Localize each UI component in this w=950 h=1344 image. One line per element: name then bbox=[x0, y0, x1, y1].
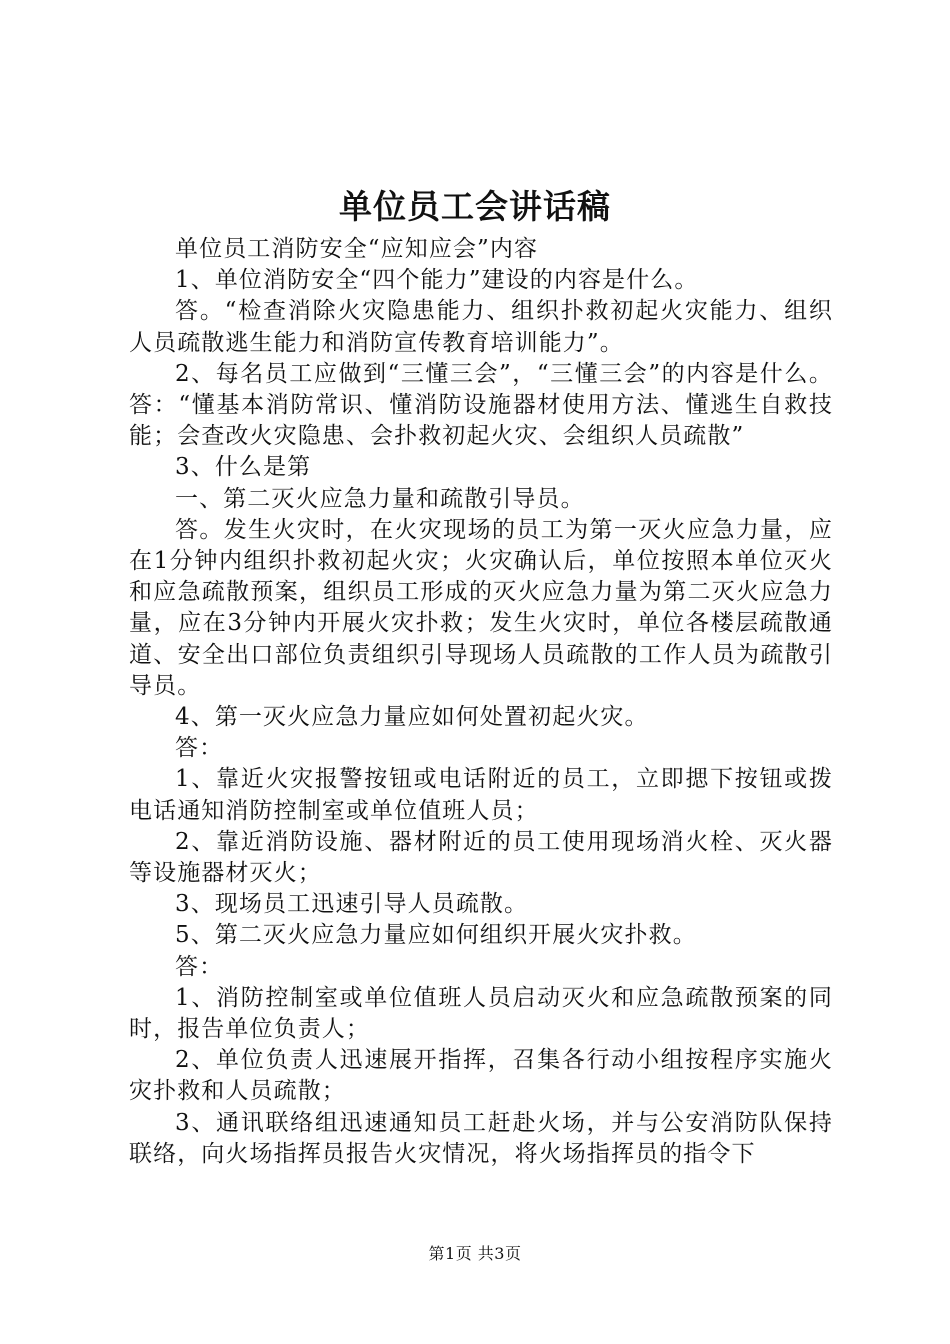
question-5: 5、第二灭火应急力量应如何组织开展火灾扑救。 bbox=[175, 922, 697, 949]
answer-5-item-2: 2、单位负责人迅速展开指挥，召集各行动小组按程序实施火灾扑救和人员疏散； bbox=[129, 1047, 833, 1105]
page-footer: 第1页 共3页 bbox=[428, 1244, 522, 1263]
answer-5-item-1: 1、消防控制室或单位值班人员启动灭火和应急疏散预案的同时，报告单位负责人； bbox=[129, 984, 833, 1043]
paragraph-intro: 单位员工消防安全“应知应会”内容 bbox=[175, 236, 539, 262]
answer-5-label: 答： bbox=[175, 953, 224, 980]
answer-4-item-3: 3、现场员工迅速引导人员疏散。 bbox=[175, 891, 529, 918]
answer-4-label: 答： bbox=[175, 735, 224, 762]
answer-3: 答。发生火灾时，在火灾现场的员工为第一灭火应急力量，应在1分钟内组织扑救初起火灾；火灾确认后，单位按照本单位灭火和应急疏散预案，组织员工形成的灭火应急力量为第二灭火应急力量，应在3分钟内开展火灾扑救；发生火灾时，单位各楼层疏散通道、安全出口部位负责组织引导现场人员疏散的工作人员为疏散引导员。 bbox=[129, 516, 833, 699]
answer-4-item-1: 1、靠近火灾报警按钮或电话附近的员工，立即揌下按钮或拨电话通知消防控制室或单位值班人员； bbox=[129, 766, 833, 824]
question-4: 4、第一灭火应急力量应如何处置初起火灾。 bbox=[175, 704, 649, 731]
question-1: 1、单位消防安全“四个能力”建设的内容是什么。 bbox=[175, 267, 699, 294]
document-body bbox=[129, 234, 833, 1170]
answer-1: 答。“检查消除火灾隐患能力、组织扑救初起火灾能力、组织人员疏散逃生能力和消防宣传教育培训能力”。 bbox=[129, 298, 833, 356]
question-3-continued: 一、第二灭火应急力量和疏散引导员。 bbox=[175, 485, 585, 512]
document-title: 单位员工会讲话稿 bbox=[339, 187, 611, 226]
question-3: 3、什么是第 bbox=[175, 454, 312, 481]
answer-4-item-2: 2、靠近消防设施、器材附近的员工使用现场消火栓、灭火器等设施器材灭火； bbox=[129, 828, 833, 887]
question-2: 2、每名员工应做到“三懂三会”，“三懂三会”的内容是什么。答：“懂基本消防常识、懂消防设施器材使用方法、懂逃生自救技能；会查改火灾隐患、会扑救初起火灾、会组织人员疏散” bbox=[129, 360, 833, 450]
answer-5-item-3: 3、通讯联络组迅速通知员工赶赴火场，并与公安消防队保持联络，向火场指挥员报告火灾情况，将火场指挥员的指令下 bbox=[129, 1109, 833, 1167]
